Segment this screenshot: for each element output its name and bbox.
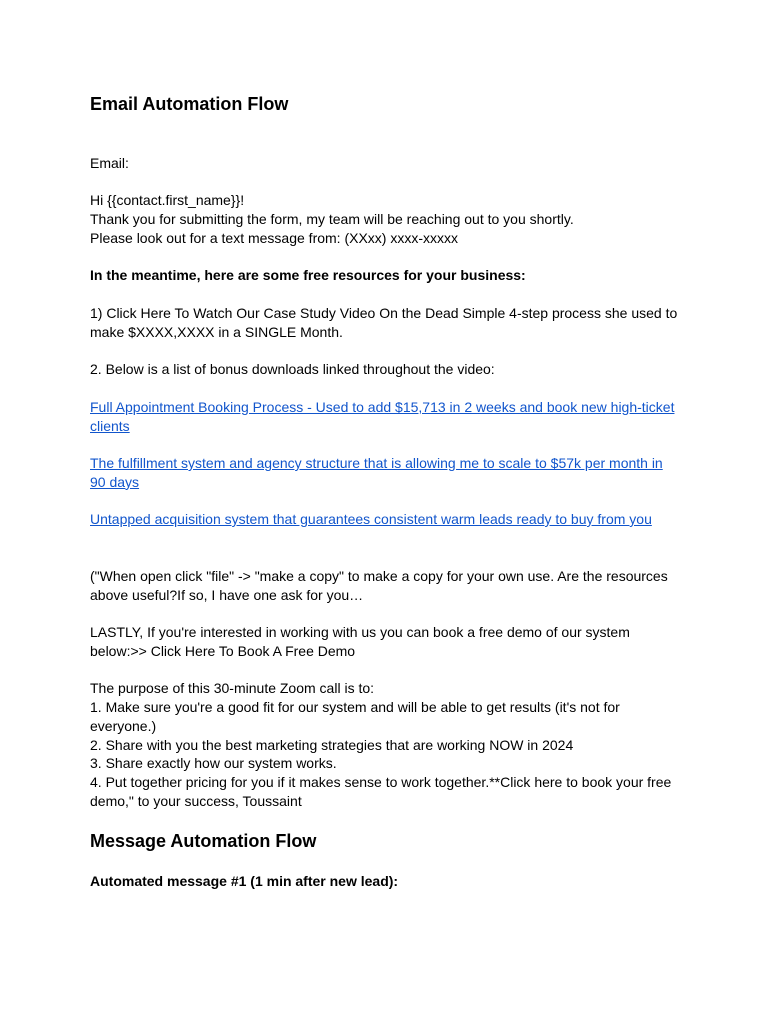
- purpose-intro: The purpose of this 30-minute Zoom call is to:: [90, 680, 375, 696]
- automated-message-1-heading: Automated message #1 (1 min after new lead):: [90, 873, 399, 889]
- purpose-item-2: 2. Share with you the best marketing strategies that are working NOW in 2024: [90, 737, 574, 753]
- thanks-line: Thank you for submitting the form, my team will be reaching out to you shortly.: [90, 211, 574, 227]
- copy-note: ("When open click "file" -> "make a copy" to make a copy for your own use. Are the resources above useful?If so, I have one ask for you…: [90, 568, 668, 603]
- bonus-link-acquisition-text[interactable]: Untapped acquisition system that guarantees consistent warm leads ready to buy from you: [90, 511, 652, 527]
- purpose-item-4: 4. Put together pricing for you if it makes sense to work together.**Click here to book your free demo," to your success, Toussaint: [90, 774, 672, 809]
- bonus-link-booking-text[interactable]: Full Appointment Booking Process - Used to add $15,713 in 2 weeks and book new high-ticket clients: [90, 399, 675, 434]
- resource-item-2: 2. Below is a list of bonus downloads linked throughout the video:: [90, 361, 495, 377]
- greeting-line: Hi {{contact.first_name}}!: [90, 192, 245, 208]
- bonus-link-fulfillment[interactable]: [90, 454, 680, 492]
- lastly-paragraph: LASTLY, If you're interested in working with us you can book a free demo of our system below:>> Click Here To Book A Free Demo: [90, 624, 630, 659]
- email-flow-title: Email Automation Flow: [90, 94, 289, 114]
- meantime-heading: In the meantime, here are some free resources for your business:: [90, 267, 526, 283]
- bonus-link-booking[interactable]: [90, 398, 680, 436]
- message-flow-title: Message Automation Flow: [90, 831, 317, 851]
- purpose-item-3: 3. Share exactly how our system works.: [90, 755, 337, 771]
- resource-item-1: 1) Click Here To Watch Our Case Study Video On the Dead Simple 4-step process she used to make $XXXX,XXXX in a SINGLE Month.: [90, 305, 678, 340]
- bonus-link-fulfillment-text[interactable]: The fulfillment system and agency structure that is allowing me to scale to $57k per month in 90 days: [90, 455, 663, 490]
- purpose-item-1: 1. Make sure you're a good fit for our system and will be able to get results (it's not for everyone.): [90, 699, 620, 734]
- email-label: Email:: [90, 155, 129, 171]
- bonus-link-acquisition[interactable]: [90, 510, 680, 529]
- text-message-line: Please look out for a text message from: (XXxx) xxxx-xxxxx: [90, 230, 459, 246]
